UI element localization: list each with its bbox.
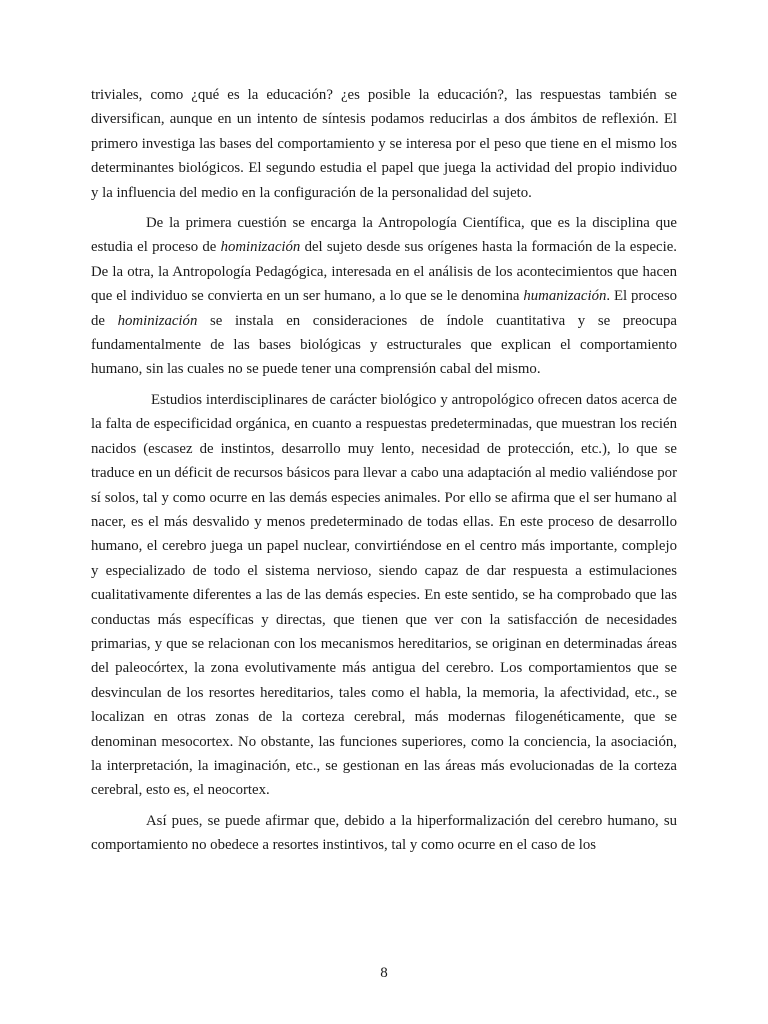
- italic-term: humanización: [523, 288, 607, 305]
- italic-term: hominización: [117, 312, 198, 329]
- text-run: Estudios interdisciplinares de carácter biológico y antropológico ofrecen datos acerca de la falta de especificidad orgánica, en cuanto a respuestas predeterminadas, que muestran los recién nacidos (escasez de instintos, desarrollo muy lento, necesidad de protección, etc.), lo que se traduce en un déficit de recursos básicos para llevar a cabo una adaptación al medio valiéndose por sí solos, tal y como ocurre en las demás especies animales. Por ello se afirma que el ser humano al nacer, es el más desvalido y menos predeterminado de todas ellas. En este proceso de desarrollo humano, el cerebro juega un papel nuclear, convirtiéndose en el centro más importante, complejo y especializado de todo el sistema nervioso, siendo capaz de dar respuesta a estimulaciones cualitativamente diferentes a las de las demás especies. En este sentido, se ha comprobado que las conductas más específicas y directas, que tienen que ver con la satisfacción de necesidades primarias, y que se relacionan con los mecanismos hereditarios, se originan en determinadas áreas del paleocórtex, la zona evolutivamente más antigua del cerebro. Los comportamientos que se desvinculan de los resortes hereditarios, tales como el habla, la memoria, la afectividad, etc., se localizan en otras zonas de la corteza cerebral, más modernas filogenéticamente, que se denominan mesocortex. No obstante, las funciones superiores, como la conciencia, la asociación, la interpretación, la imaginación, etc., se gestionan en las áreas más evolucionadas de la corteza cerebral, esto es, el neocortex.: [91, 391, 677, 799]
- text-run: triviales, como ¿qué es la educación? ¿es posible la educación?, las respuestas también se diversifican, aunque en un intento de síntesis podamos reducirlas a dos ámbitos de reflexión. El primero investiga las bases del comportamiento y se interesa por el peso que tiene en el mismo los determinantes biológicos. El segundo estudia el papel que juega la actividad del propio individuo y la influencia del medio en la configuración de la personalidad del sujeto.: [91, 87, 677, 201]
- text-run: . El proceso de: [91, 288, 678, 329]
- paragraph-3: [91, 388, 677, 803]
- text-run: Así pues, se puede afirmar que, debido a la hiperformalización del cerebro humano, su comportamiento no obedece a resortes instintivos, tal y como ocurre en el caso de los: [91, 812, 677, 854]
- page-number: 8: [380, 965, 388, 981]
- text-run: se instala en consideraciones de índole cuantitativa y se preocupa fundamentalmente de las bases biológicas y estructurales que explican el comportamiento humano, sin las cuales no se puede tener una comprensión cabal del mismo.: [91, 312, 678, 378]
- paragraph-1: [91, 83, 677, 205]
- text-run: del sujeto desde sus orígenes hasta la formación de la especie. De la otra, la Antropología Pedagógica, interesada en el análisis de los acontecimientos que hacen que el individuo se convierta en un ser humano, a lo que se le denomina: [91, 239, 677, 305]
- text-run: De la primera cuestión se encarga la Antropología Científica, que es la disciplina que estudia el proceso de: [91, 215, 677, 256]
- paragraph-4: [91, 809, 677, 858]
- paragraph-2: [91, 211, 677, 382]
- page-body: [91, 83, 677, 864]
- italic-term: hominización: [220, 239, 301, 256]
